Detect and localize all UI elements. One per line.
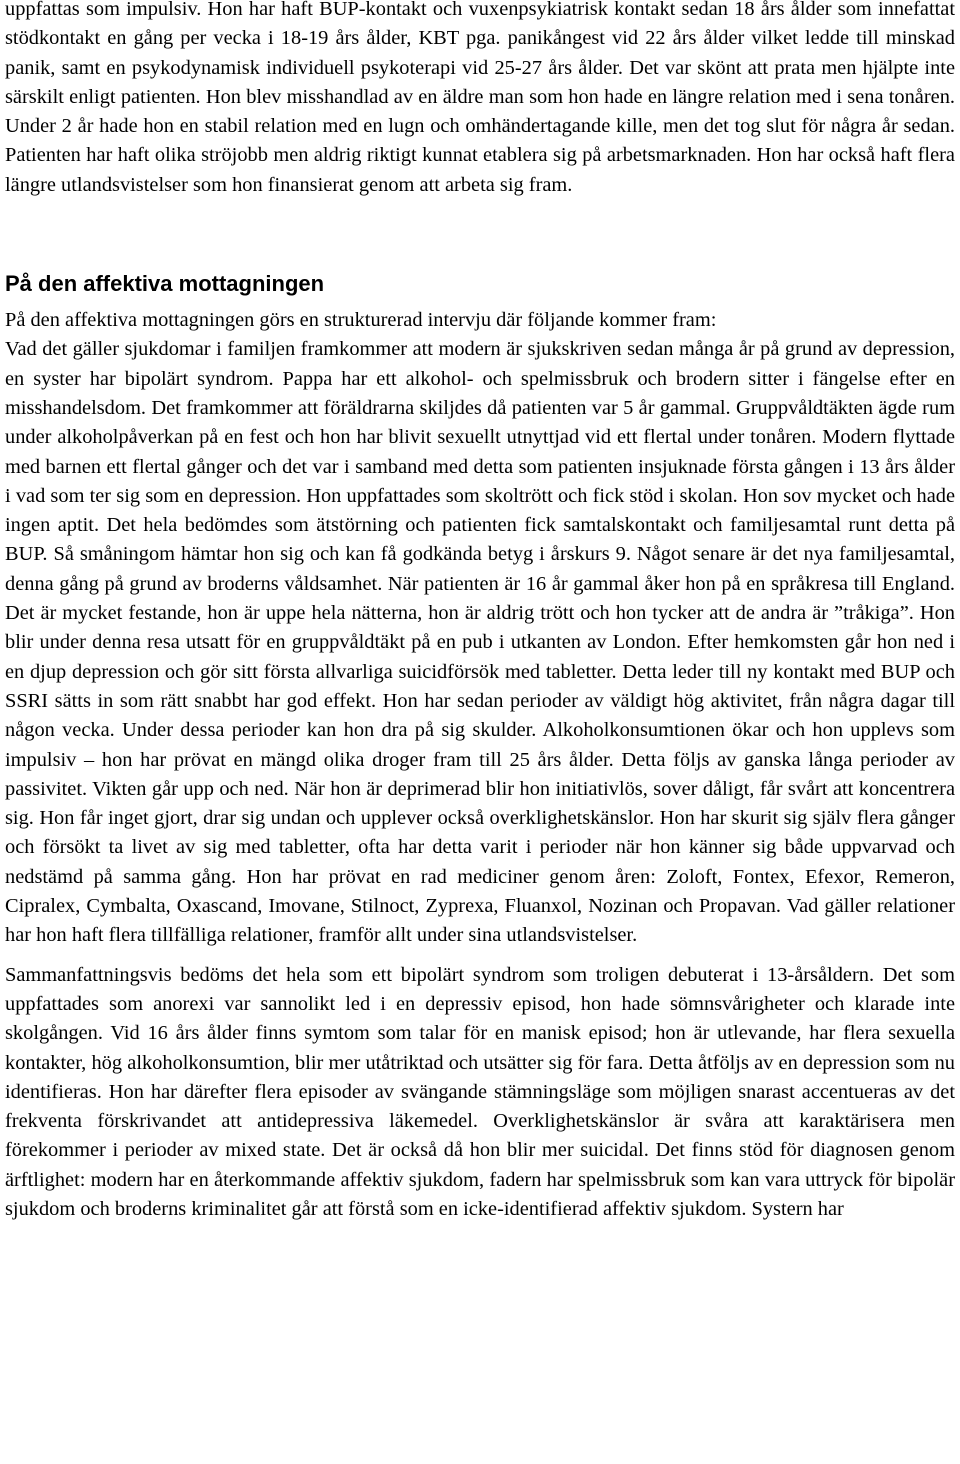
document-page — [5, 0, 955, 1224]
body-paragraph-3: Sammanfattningsvis bedöms det hela som ett bipolärt syndrom som troligen debuterat i 13-årsåldern. Det som uppfattades som anorexi var sannolikt led i en depressiv episod, hon hade sömnsvårigheter och klarade inte skolgången. Vid 16 års ålder finns symtom som talar för en manisk episod; hon är utlevande, har flera sexuella kontakter, hög alkoholkonsumtion, blir mer utåtriktad och utsätter sig för fara. Detta åtföljs av en depression som nu identifieras. Hon har därefter flera episoder av svängande stämningsläge som möjligen snarast accentueras av det frekventa förskrivandet att antidepressiva läkemedel. Overklighetskänslor är svåra att karaktärisera men förekommer i perioder av mixed state. Det är också då hon blir mer suicidal. Det finns stöd för diagnosen genom ärftlighet: modern har en återkommande affektiv sjukdom, fadern har spelmissbruk som kan vara uttryck för bipolär sjukdom och broderns kriminalitet går att förstå som en icke-identifierad affektiv sjukdom. Systern har — [5, 963, 955, 1220]
intro-line: På den affektiva mottagningen görs en strukturerad intervju där följande kommer fram: — [5, 309, 717, 332]
body-paragraph-2: Vad det gäller sjukdomar i familjen framkommer att modern är sjukskriven sedan många år på grund av depression, en syster har bipolärt syndrom. Pappa har ett alkohol- och spelmissbruk och brodern sitter i fängelse efter en misshandelsdom. Det framkommer att föräldrarna skiljdes då patienten var 5 år gammal. Gruppvåldtäkten ägde rum under alkoholpåverkan på en fest och hon har blivit sexuellt utnyttjad vid ett flertal under tonåren. Modern flyttade med barnen ett flertal gånger och det var i samband med detta som patienten insjuknade första gången i 13 års ålder i vad som ter sig som en depression. Hon uppfattades som skoltrött och fick stöd i skolan. Hon sov mycket och hade ingen aptit. Det hela bedömdes som ätstörning och patienten fick samtalskontakt och familjesamtal runt detta på BUP. Så småningom hämtar hon sig och kan få godkända betyg i årskurs 9. Något senare är det nya familjesamtal, denna gång på grund av broderns våldsamhet. När patienten är 16 år gammal åker hon på en språkresa till England. Det är mycket festande, hon är uppe hela nätterna, hon är aldrig trött och hon tycker att de andra är ”tråkiga”. Hon blir under denna resa utsatt för en gruppvåldtäkt på en pub i utkanten av London. Efter hemkomsten går hon ned i en djup depression och gör sitt första allvarliga suicidförsök med tabletter. Detta leder till ny kontakt med BUP och SSRI sätts in som rätt snabbt har god effekt. Hon har sedan perioder av väldigt hög aktivitet, från några dagar till någon vecka. Under dessa perioder kan hon dra på sig skulder. Alkoholkonsumtionen ökar och hon upplevs som impulsiv – hon har prövat en mängd olika droger fram till 25 års ålder. Detta följs av ganska långa perioder av passivitet. Vikten går upp och ned. När hon är deprimerad blir hon initiativlös, sover dåligt, får svårt att koncentrera sig. Hon får inget gjort, drar sig undan och upplever också overklighetskänslor. Hon har skurit sig själv flera gånger och försökt ta livet av sig med tabletter, ofta har detta varit i perioder när hon känner sig både uppvarvad och nedstämd på samma gång. Hon har prövat en rad mediciner genom åren: Zoloft, Fontex, Efexor, Remeron, Cipralex, Cymbalta, Oxascand, Imovane, Stilnoct, Zyprexa, Fluanxol, Nozinan och Propavan. Vad gäller relationer har hon haft flera tillfälliga relationer, framför allt under sina utlandsvistelser. — [5, 338, 955, 947]
body-paragraph-1: uppfattas som impulsiv. Hon har haft BUP-kontakt och vuxenpsykiatrisk kontakt sedan 18 års ålder som innefattat stödkontakt en gång per vecka i 18-19 års ålder, KBT pga. panikångest vid 22 års ålder vilket ledde till minskad panik, samt en psykodynamisk individuell psykoterapi vid 25-27 års ålder. Det var skönt att prata men hjälpte inte särskilt enligt patienten. Hon blev misshandlad av en äldre man som hon hade en längre relation med i sena tonåren. Under 2 år hade hon en stabil relation med en lugn och omhändertagande kille, men det tog slut för några år sedan. Patienten har haft olika ströjobb men aldrig riktigt kunnat etablera sig på arbetsmarknaden. Hon har också haft flera längre utlandsvistelser som hon finansierat genom att arbeta sig fram. — [5, 0, 955, 196]
section-heading: På den affektiva mottagningen — [5, 271, 325, 297]
